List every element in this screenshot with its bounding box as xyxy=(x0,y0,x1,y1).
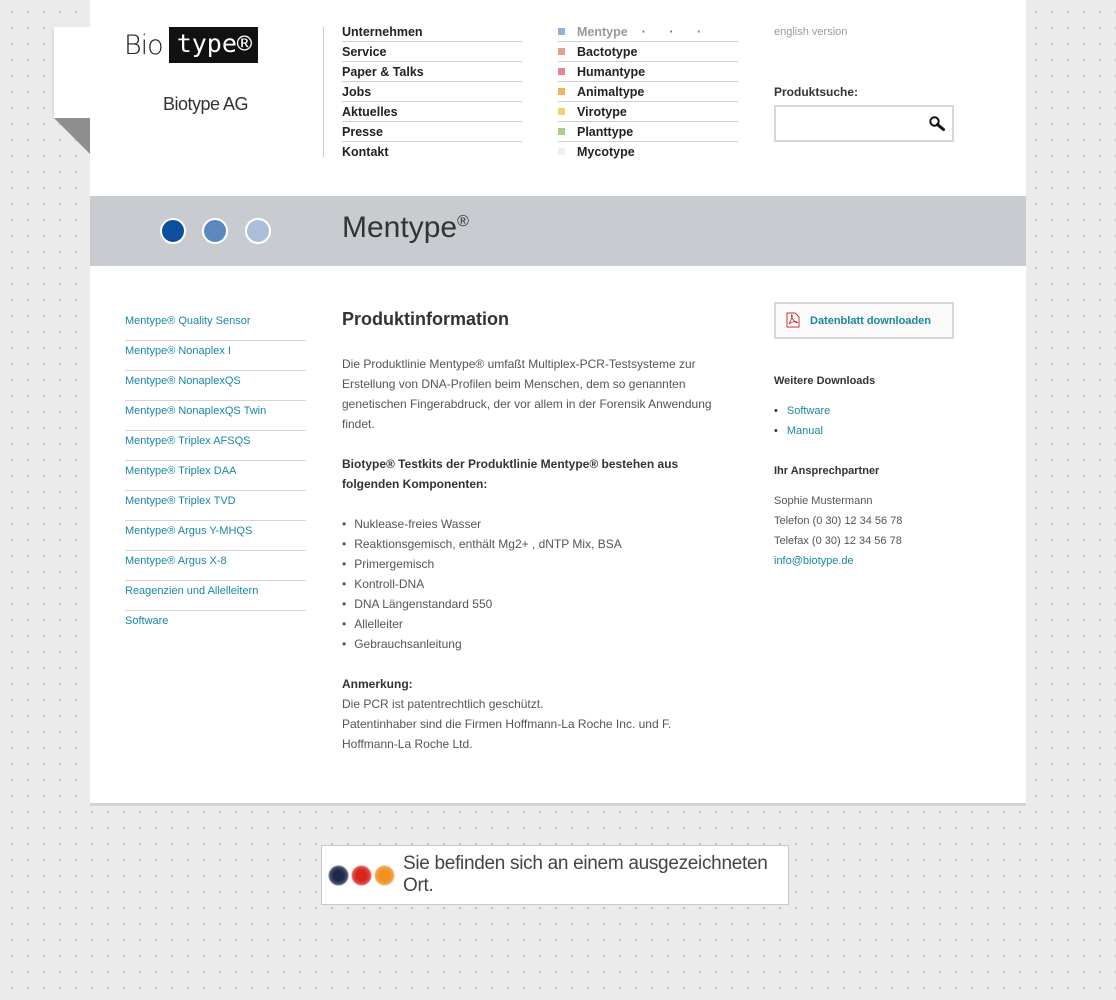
planttype-color-square xyxy=(558,128,565,135)
download-item-software xyxy=(774,401,974,421)
sidebar-item-software[interactable]: Software xyxy=(125,615,169,627)
downloads-list xyxy=(774,401,974,441)
logo-type-text: type® xyxy=(169,27,258,63)
sidebar-item-triplex-daa[interactable]: Mentype® Triplex DAA xyxy=(125,461,306,491)
sidebar-item-argus-y-mhqs[interactable]: Mentype® Argus Y-MHQS xyxy=(125,521,306,551)
download-link-manual[interactable]: Manual xyxy=(786,425,823,437)
contact-heading: Ihr Ansprechpartner xyxy=(774,465,880,477)
search-icon[interactable] xyxy=(928,115,946,133)
company-name: Biotype AG xyxy=(163,94,249,114)
slider-dot-2[interactable] xyxy=(202,218,228,244)
nav-item-jobs[interactable]: Jobs xyxy=(342,82,522,102)
nav-item-paper-talks[interactable]: Paper & Talks xyxy=(342,62,522,82)
contact-email-link[interactable]: info@biotype.de xyxy=(774,555,854,567)
search-box xyxy=(774,105,954,142)
list-item xyxy=(342,594,722,614)
list-item-text: Nuklease-freies Wasser xyxy=(354,517,482,531)
list-item-text: Gebrauchsanleitung xyxy=(354,637,462,651)
bactotype-color-square xyxy=(558,48,565,55)
english-version-link[interactable]: english version xyxy=(774,26,848,38)
animaltype-color-square xyxy=(558,88,565,95)
download-button-label: Datenblatt downloaden xyxy=(810,315,931,327)
list-item xyxy=(342,574,722,594)
nav-item-presse[interactable]: Presse xyxy=(342,122,522,142)
nav-item-kontakt[interactable]: Kontakt xyxy=(342,145,389,159)
mentype-color-square xyxy=(558,28,565,35)
product-nav-label: Humantype xyxy=(577,65,646,79)
list-item-text: Reaktionsgemisch, enthält Mg2+ , dNTP Mix, BSA xyxy=(354,537,622,551)
virotype-color-square xyxy=(558,108,565,115)
slider-dot-3[interactable] xyxy=(245,218,271,244)
page-title-text: Mentype xyxy=(342,211,458,244)
biotype-logo[interactable] xyxy=(124,27,258,63)
contact-section xyxy=(774,461,974,571)
sidebar-item-nonaplexqs-twin[interactable]: Mentype® NonaplexQS Twin xyxy=(125,401,306,431)
list-item-text: Kontroll-DNA xyxy=(354,577,425,591)
product-nav-label: Mycotype xyxy=(577,145,635,159)
registered-mark: ® xyxy=(457,213,469,230)
product-sidebar xyxy=(125,311,306,641)
logo-bio-text: Bio xyxy=(124,29,163,61)
download-link-software[interactable]: Software xyxy=(786,405,831,417)
product-nav-mentype[interactable] xyxy=(558,22,738,42)
note-heading: Anmerkung: xyxy=(342,677,413,691)
downloads-heading: Weitere Downloads xyxy=(774,375,876,387)
main-nav xyxy=(342,22,522,162)
components-list xyxy=(342,514,722,654)
flower-icon xyxy=(328,865,349,886)
product-nav-animaltype[interactable] xyxy=(558,82,738,102)
nav-item-service[interactable]: Service xyxy=(342,42,522,62)
sidebar-item-triplex-afsqs[interactable]: Mentype® Triplex AFSQS xyxy=(125,431,306,461)
award-flowers xyxy=(328,865,395,886)
list-item xyxy=(342,514,722,534)
nav-item-aktuelles[interactable]: Aktuelles xyxy=(342,102,522,122)
list-item xyxy=(342,634,722,654)
sidebar-item-nonaplexqs[interactable]: Mentype® NonaplexQS xyxy=(125,371,306,401)
award-text: Sie befinden sich an einem ausgezeichneten Ort. xyxy=(403,853,768,896)
flower-icon xyxy=(374,865,395,886)
page-container xyxy=(90,0,1026,803)
page-title xyxy=(342,211,469,245)
award-banner[interactable] xyxy=(321,845,789,905)
subnav-dots: · · · xyxy=(641,25,712,39)
search-label: Produktsuche: xyxy=(774,85,859,99)
product-nav-bactotype[interactable] xyxy=(558,42,738,62)
product-nav-label: Bactotype xyxy=(577,45,638,59)
header-divider xyxy=(323,27,324,157)
sidebar-item-triplex-tvd[interactable]: Mentype® Triplex TVD xyxy=(125,491,306,521)
contact-fax: Telefax (0 30) 12 34 56 78 xyxy=(774,535,902,547)
product-nav xyxy=(558,22,738,162)
product-nav-virotype[interactable] xyxy=(558,102,738,122)
page-fold-decoration xyxy=(54,27,90,154)
sidebar-item-quality-sensor[interactable]: Mentype® Quality Sensor xyxy=(125,311,306,341)
product-nav-humantype[interactable] xyxy=(558,62,738,82)
sidebar-item-argus-x-8[interactable]: Mentype® Argus X-8 xyxy=(125,551,306,581)
product-nav-label: Planttype xyxy=(577,125,634,139)
note-line-1: Die PCR ist patentrechtlich geschützt. xyxy=(342,697,544,711)
intro-paragraph: Die Produktlinie Mentype® umfaßt Multiplex-PCR-Testsysteme zur Erstellung von DNA-Profilen beim Menschen, dem so genannten genetischen Fingerabdruck, der vor allem in der Forensik Anwendung findet. xyxy=(342,357,712,431)
note-line-2: Patentinhaber sind die Firmen Hoffmann-La Roche Inc. und F. Hoffmann-La Roche Ltd. xyxy=(342,717,672,751)
list-item-text: DNA Längenstandard 550 xyxy=(354,597,493,611)
download-item-manual xyxy=(774,421,974,441)
slider-dot-1[interactable] xyxy=(160,218,186,244)
product-nav-mycotype[interactable] xyxy=(558,142,738,162)
sidebar-item-reagenzien[interactable]: Reagenzien und Allelleitern xyxy=(125,581,306,611)
contact-phone: Telefon (0 30) 12 34 56 78 xyxy=(774,515,903,527)
list-item xyxy=(342,534,722,554)
product-nav-label: Mentype xyxy=(577,25,628,39)
search-input[interactable] xyxy=(780,107,924,140)
sidebar-item-nonaplex-i[interactable]: Mentype® Nonaplex I xyxy=(125,341,306,371)
datasheet-download-button[interactable] xyxy=(774,302,954,339)
mycotype-color-square xyxy=(558,148,565,155)
contact-name: Sophie Mustermann xyxy=(774,495,873,507)
pdf-icon xyxy=(785,312,801,328)
components-heading: Biotype® Testkits der Produktlinie Mentype® bestehen aus folgenden Komponenten: xyxy=(342,457,679,491)
flower-icon xyxy=(351,865,372,886)
downloads-section xyxy=(774,371,974,441)
product-nav-label: Animaltype xyxy=(577,85,645,99)
list-item xyxy=(342,614,722,634)
page-banner xyxy=(90,196,1026,266)
main-content xyxy=(342,307,722,754)
list-item xyxy=(342,554,722,574)
list-item-text: Primergemisch xyxy=(354,557,435,571)
product-nav-planttype[interactable] xyxy=(558,122,738,142)
content-heading: Produktinformation xyxy=(342,309,509,329)
nav-item-unternehmen[interactable]: Unternehmen xyxy=(342,22,522,42)
humantype-color-square xyxy=(558,68,565,75)
product-nav-label: Virotype xyxy=(577,105,627,119)
list-item-text: Allelleiter xyxy=(354,617,403,631)
